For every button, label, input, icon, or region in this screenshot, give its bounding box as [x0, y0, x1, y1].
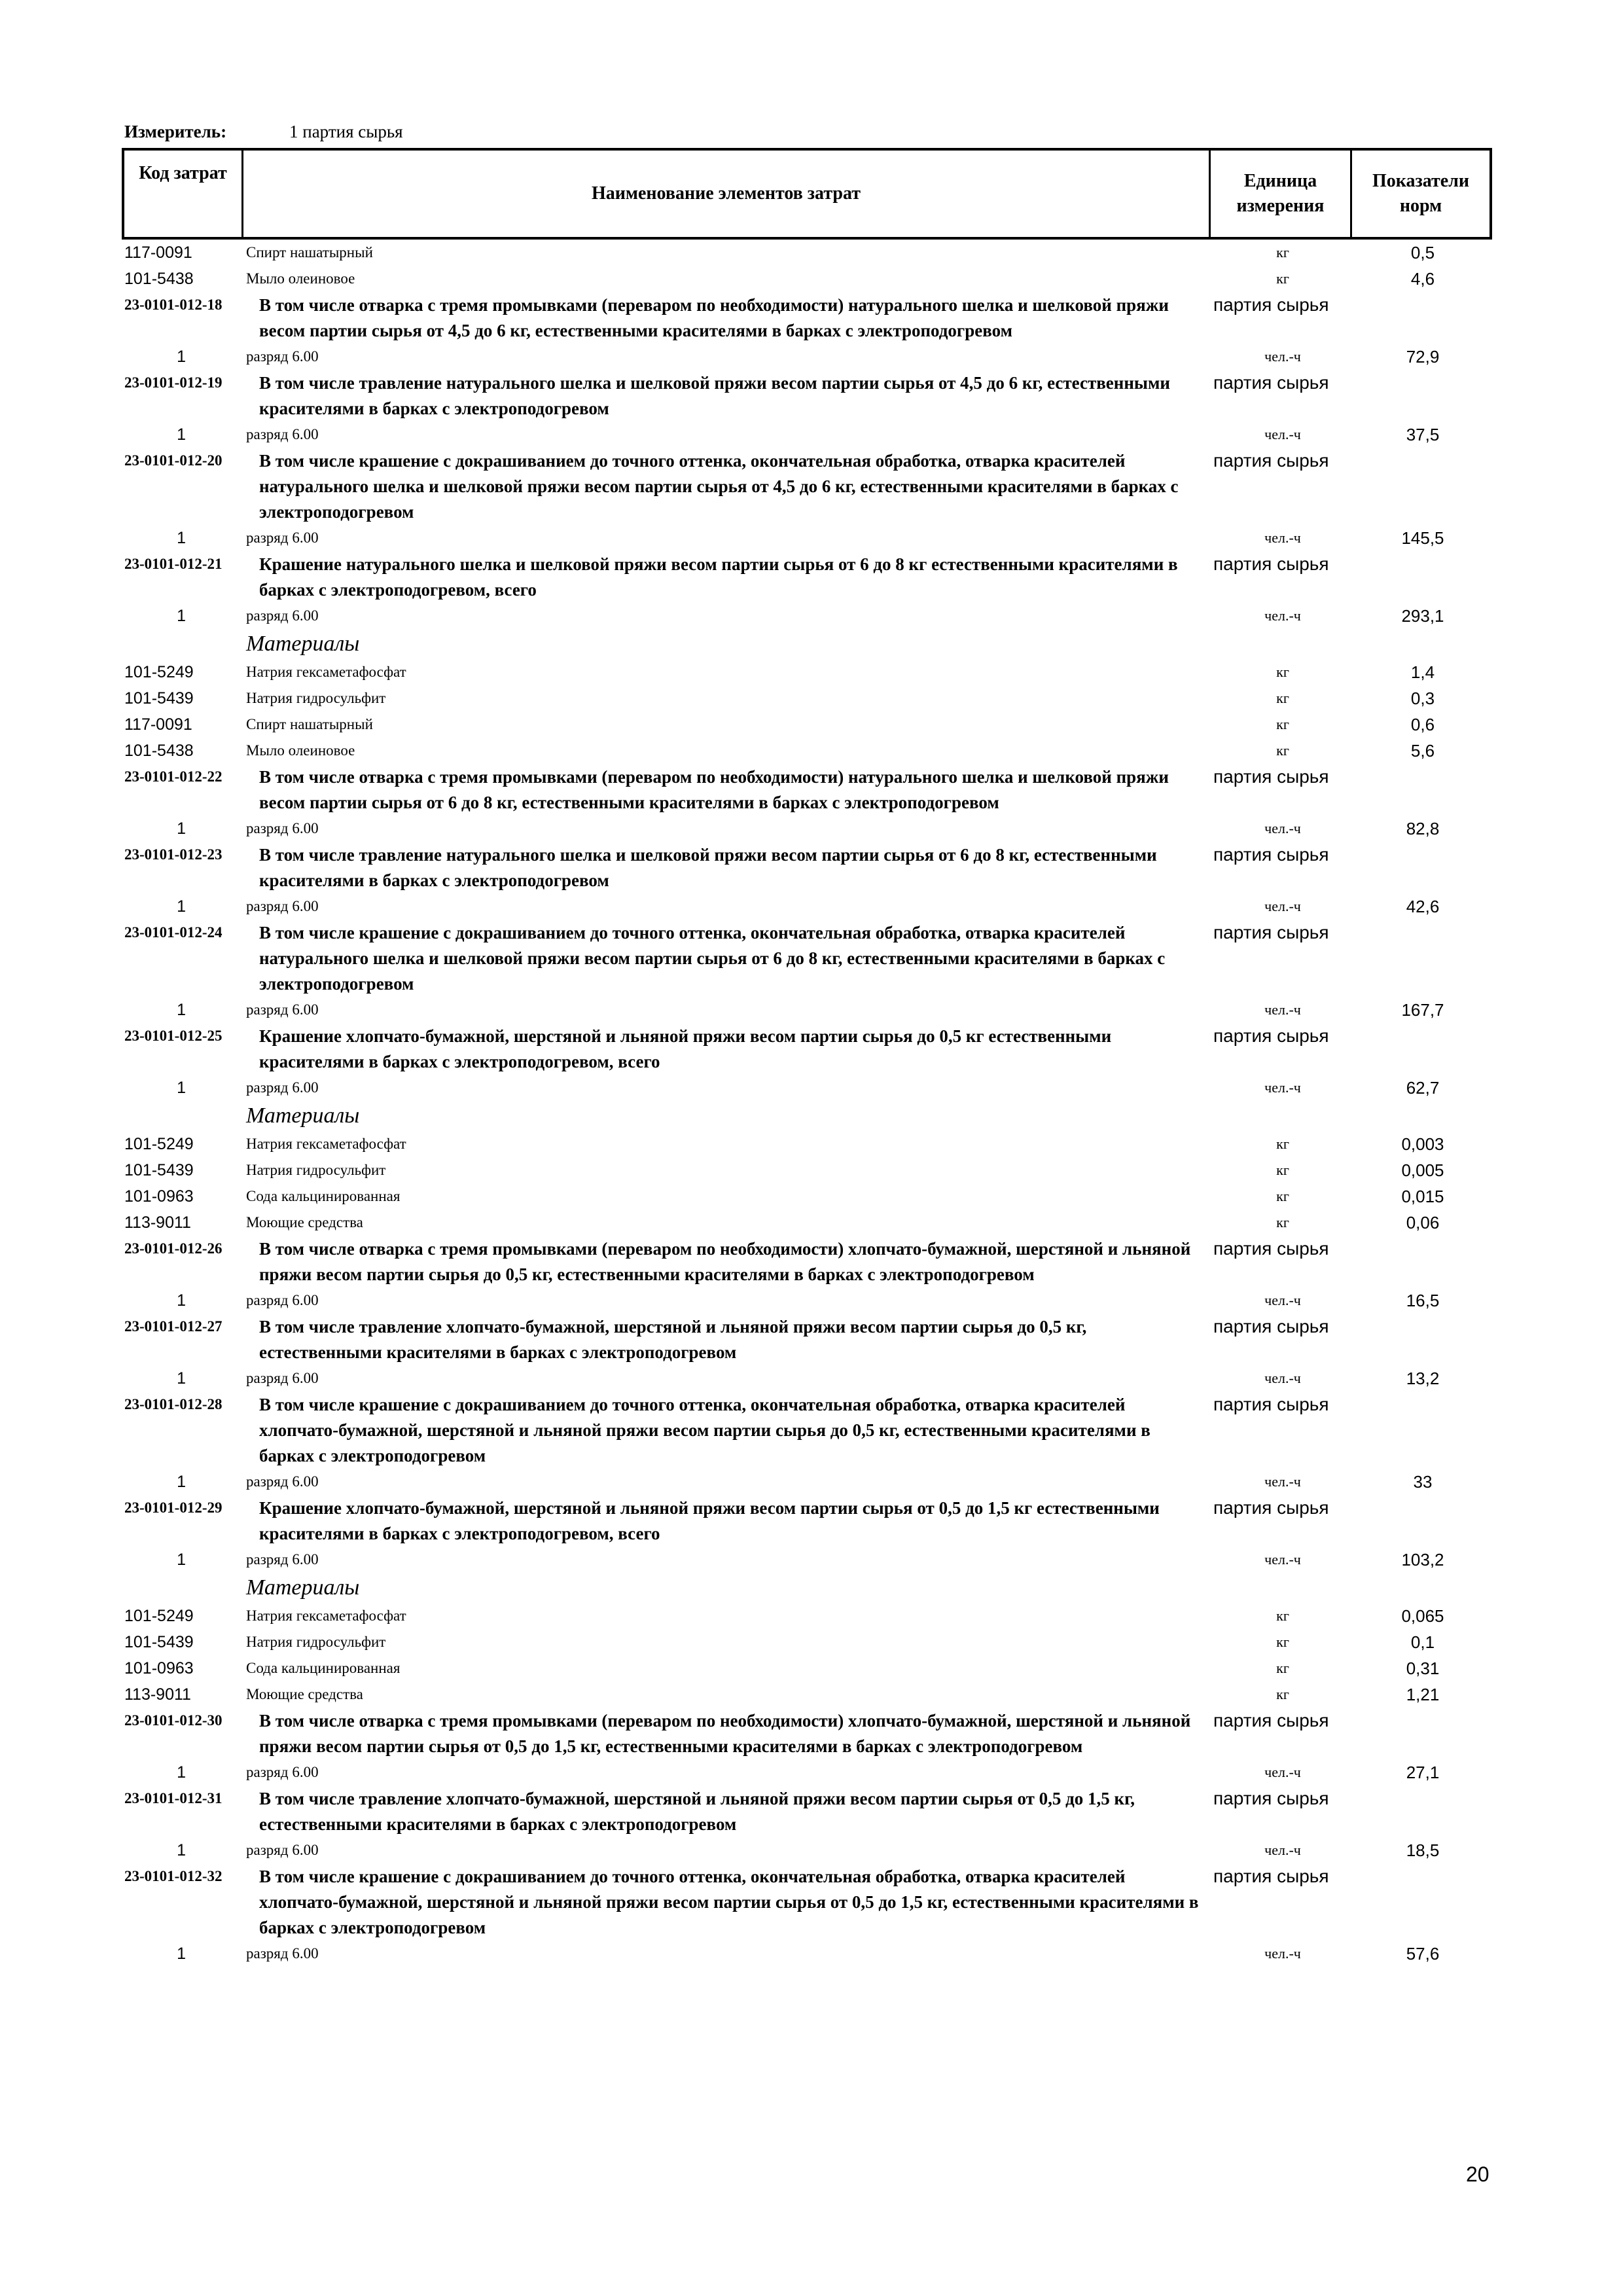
row-name: разряд 6.00	[246, 1945, 319, 1962]
row-name: разряд 6.00	[246, 1842, 319, 1858]
row-name: Спирт нашатырный	[246, 244, 373, 260]
row-code: 23-0101-012-32	[124, 1868, 223, 1884]
table-row	[124, 1131, 1492, 1157]
table-row	[124, 1183, 1492, 1210]
table-row	[124, 551, 1492, 603]
row-name: Натрия гексаметафосфат	[246, 1607, 406, 1624]
row-code: 101-5249	[124, 1607, 194, 1625]
row-code: 23-0101-012-20	[124, 452, 223, 469]
table-row	[124, 1236, 1492, 1287]
row-name: В том числе крашение с докрашиванием до точного оттенка, окончательная обработка, отварка красителей хлопчато-бумажной, шерстяной и льняной пряжи весом партии сырья от 0,5 до 1,5 кг, естественными красителями в барках с электроподогревом	[259, 1867, 1199, 1937]
table-row	[124, 1941, 1492, 1967]
row-unit: чел.-ч	[1264, 820, 1301, 836]
row-name: Сода кальцинированная	[246, 1660, 401, 1676]
row-code: 113-9011	[124, 1213, 191, 1232]
row-name: разряд 6.00	[246, 348, 319, 365]
row-value: 0,06	[1406, 1213, 1440, 1232]
table-row	[124, 1863, 1492, 1941]
row-unit: партия сырья	[1213, 844, 1329, 865]
row-name: разряд 6.00	[246, 426, 319, 442]
row-value: 72,9	[1406, 347, 1440, 367]
row-value: 0,015	[1401, 1187, 1444, 1206]
table-row	[124, 1759, 1492, 1785]
row-value: 33	[1413, 1472, 1433, 1492]
row-code: 101-5438	[124, 270, 194, 288]
row-unit: кг	[1276, 1136, 1289, 1152]
row-value: 0,003	[1401, 1134, 1444, 1154]
row-name: В том числе отварка с тремя промывками (переваром по необходимости) натурального шелка и шелковой пряжи весом партии сырья от 6 до 8 кг, естественными красителями в барках с электроподогревом	[259, 767, 1169, 812]
table-row	[124, 842, 1492, 893]
row-unit: партия сырья	[1213, 295, 1329, 315]
row-name: В том числе отварка с тремя промывками (переваром по необходимости) хлопчато-бумажной, шерстяной и льняной пряжи весом партии сырья от 0,5 до 1,5 кг, естественными красителями в барках с электроподогревом	[259, 1711, 1191, 1756]
table-row	[124, 1573, 1492, 1603]
row-unit: партия сырья	[1213, 1026, 1329, 1046]
table-row	[124, 629, 1492, 659]
table-body	[124, 240, 1492, 1967]
row-name: разряд 6.00	[246, 1370, 319, 1386]
row-code: 23-0101-012-23	[124, 846, 223, 863]
row-name: разряд 6.00	[246, 1292, 319, 1308]
row-code: 1	[177, 1841, 186, 1859]
row-name: разряд 6.00	[246, 1764, 319, 1780]
row-name: В том числе травление хлопчато-бумажной, шерстяной и льняной пряжи весом партии сырья до 0,5 кг, естественными красителями в барках с электроподогревом	[259, 1317, 1087, 1362]
row-code: 101-5438	[124, 742, 194, 760]
table-row	[124, 1391, 1492, 1469]
table-row	[124, 292, 1492, 344]
row-value: 82,8	[1406, 819, 1440, 838]
row-name: В том числе крашение с докрашиванием до точного оттенка, окончательная обработка, отварка красителей натурального шелка и шелковой пряжи весом партии сырья от 6 до 8 кг, естественными красителями в барках с электроподогревом	[259, 923, 1166, 994]
table-row	[124, 1681, 1492, 1708]
row-name: разряд 6.00	[246, 1079, 319, 1096]
section-heading: Материалы	[246, 1575, 360, 1600]
row-unit: партия сырья	[1213, 1498, 1329, 1518]
measure-value: 1 партия сырья	[289, 122, 403, 141]
row-value: 103,2	[1401, 1550, 1444, 1570]
row-name: разряд 6.00	[246, 1473, 319, 1490]
row-unit: кг	[1276, 690, 1289, 706]
table-row	[124, 1629, 1492, 1655]
table-row	[124, 603, 1492, 629]
table-row	[124, 1837, 1492, 1863]
row-code: 1	[177, 819, 186, 838]
row-value: 0,31	[1406, 1659, 1440, 1678]
row-value: 27,1	[1406, 1763, 1440, 1782]
row-value: 5,6	[1410, 741, 1435, 761]
row-value: 0,3	[1410, 689, 1435, 708]
row-code: 23-0101-012-26	[124, 1240, 223, 1257]
row-name: разряд 6.00	[246, 1001, 319, 1018]
table-row	[124, 370, 1492, 422]
row-value: 18,5	[1406, 1840, 1440, 1860]
row-value: 13,2	[1406, 1369, 1440, 1388]
row-code: 1	[177, 425, 186, 444]
row-code: 101-0963	[124, 1187, 194, 1206]
row-value: 0,005	[1401, 1160, 1444, 1180]
row-name: Крашение хлопчато-бумажной, шерстяной и льняной пряжи весом партии сырья от 0,5 до 1,5 кг естественными красителями в барках с электроподогревом, всего	[259, 1498, 1160, 1543]
row-name: Натрия гидросульфит	[246, 690, 386, 706]
row-code: 101-5439	[124, 689, 194, 708]
row-value: 1,4	[1410, 662, 1435, 682]
row-name: разряд 6.00	[246, 820, 319, 836]
table-row	[124, 240, 1492, 266]
table-row	[124, 738, 1492, 764]
row-value: 37,5	[1406, 425, 1440, 444]
row-code: 101-5249	[124, 663, 194, 681]
row-value: 16,5	[1406, 1291, 1440, 1310]
row-name: Натрия гексаметафосфат	[246, 1136, 406, 1152]
row-code: 101-5249	[124, 1135, 194, 1153]
row-code: 23-0101-012-19	[124, 374, 223, 391]
row-unit: кг	[1276, 1214, 1289, 1230]
row-unit: чел.-ч	[1264, 607, 1301, 624]
row-unit: кг	[1276, 1660, 1289, 1676]
row-code: 1	[177, 529, 186, 547]
table-row	[124, 1708, 1492, 1759]
row-name: В том числе травление натурального шелка и шелковой пряжи весом партии сырья от 4,5 до 6 кг, естественными красителями в барках с электроподогревом	[259, 373, 1170, 418]
row-value: 0,065	[1401, 1606, 1444, 1626]
row-name: Натрия гексаметафосфат	[246, 664, 406, 680]
table-row	[124, 1075, 1492, 1101]
row-unit: чел.-ч	[1264, 1079, 1301, 1096]
row-unit: партия сырья	[1213, 1788, 1329, 1808]
table-row	[124, 764, 1492, 816]
row-unit: чел.-ч	[1264, 1001, 1301, 1018]
row-name: Моющие средства	[246, 1686, 363, 1702]
table-row	[124, 1495, 1492, 1547]
row-code: 117-0091	[124, 243, 192, 262]
row-value: 293,1	[1401, 606, 1444, 626]
header-norm-line2: норм	[1399, 196, 1442, 216]
row-unit: кг	[1276, 742, 1289, 759]
row-unit: чел.-ч	[1264, 898, 1301, 914]
row-code: 1	[177, 1001, 186, 1019]
table-row	[124, 1547, 1492, 1573]
row-code: 1	[177, 1551, 186, 1569]
row-unit: кг	[1276, 1607, 1289, 1624]
row-code: 1	[177, 1945, 186, 1963]
row-code: 23-0101-012-25	[124, 1028, 223, 1044]
row-code: 1	[177, 897, 186, 916]
header-unit-line1: Единица	[1243, 171, 1317, 191]
table-row	[124, 1603, 1492, 1629]
table-row	[124, 1023, 1492, 1075]
row-unit: партия сырья	[1213, 1238, 1329, 1259]
section-heading: Материалы	[246, 632, 360, 656]
table-row	[124, 685, 1492, 711]
table-row	[124, 1469, 1492, 1495]
row-value: 145,5	[1401, 528, 1444, 548]
row-unit: чел.-ч	[1264, 426, 1301, 442]
row-value: 1,21	[1406, 1685, 1440, 1704]
row-name: В том числе травление хлопчато-бумажной, шерстяной и льняной пряжи весом партии сырья от 0,5 до 1,5 кг, естественными красителями в барках с электроподогревом	[259, 1789, 1135, 1834]
row-name: разряд 6.00	[246, 1551, 319, 1568]
row-code: 1	[177, 1291, 186, 1310]
row-code: 1	[177, 1473, 186, 1491]
table-row	[124, 1101, 1492, 1131]
row-value: 4,6	[1410, 269, 1435, 289]
row-code: 101-0963	[124, 1659, 194, 1677]
table-row	[124, 1785, 1492, 1837]
row-unit: чел.-ч	[1264, 1945, 1301, 1962]
row-unit: кг	[1276, 664, 1289, 680]
row-code: 117-0091	[124, 715, 192, 734]
row-code: 1	[177, 1763, 186, 1782]
row-unit: партия сырья	[1213, 766, 1329, 787]
header-norm	[1352, 151, 1489, 237]
row-code: 23-0101-012-29	[124, 1499, 223, 1516]
row-code: 23-0101-012-18	[124, 296, 223, 313]
measure-line	[124, 122, 403, 142]
measure-label: Измеритель:	[124, 122, 227, 141]
row-unit: кг	[1276, 1634, 1289, 1650]
table-row	[124, 1314, 1492, 1365]
row-unit: кг	[1276, 244, 1289, 260]
row-code: 1	[177, 607, 186, 625]
table-header	[122, 148, 1492, 240]
row-name: В том числе крашение с докрашиванием до точного оттенка, окончательная обработка, отварка красителей натурального шелка и шелковой пряжи весом партии сырья от 4,5 до 6 кг, естественными красителями в барках с электроподогревом	[259, 451, 1179, 522]
table-row	[124, 893, 1492, 920]
row-name: Мыло олеиновое	[246, 742, 355, 759]
header-code: Код затрат	[124, 151, 243, 237]
row-code: 23-0101-012-28	[124, 1396, 223, 1412]
row-code: 23-0101-012-27	[124, 1318, 223, 1335]
table-row	[124, 816, 1492, 842]
row-code: 113-9011	[124, 1685, 191, 1704]
row-name: Крашение натурального шелка и шелковой пряжи весом партии сырья от 6 до 8 кг естественными красителями в барках с электроподогревом, всего	[259, 554, 1178, 600]
row-value: 0,5	[1410, 243, 1435, 262]
row-unit: партия сырья	[1213, 554, 1329, 574]
row-code: 101-5439	[124, 1161, 194, 1179]
table-row	[124, 344, 1492, 370]
row-unit: кг	[1276, 270, 1289, 287]
header-norm-line1: Показатели	[1372, 171, 1470, 191]
row-unit: партия сырья	[1213, 1394, 1329, 1414]
row-code: 1	[177, 1369, 186, 1388]
row-name: Мыло олеиновое	[246, 270, 355, 287]
row-unit: чел.-ч	[1264, 1764, 1301, 1780]
row-code: 23-0101-012-22	[124, 768, 223, 785]
row-code: 23-0101-012-31	[124, 1790, 223, 1806]
row-unit: чел.-ч	[1264, 1842, 1301, 1858]
row-value: 0,6	[1410, 715, 1435, 734]
table-row	[124, 422, 1492, 448]
row-value: 62,7	[1406, 1078, 1440, 1098]
row-unit: чел.-ч	[1264, 1370, 1301, 1386]
row-unit: кг	[1276, 1686, 1289, 1702]
row-unit: чел.-ч	[1264, 529, 1301, 546]
table-row	[124, 1210, 1492, 1236]
table-row	[124, 711, 1492, 738]
row-code: 23-0101-012-30	[124, 1712, 223, 1729]
row-unit: кг	[1276, 1188, 1289, 1204]
row-unit: чел.-ч	[1264, 1473, 1301, 1490]
row-value: 167,7	[1401, 1000, 1444, 1020]
row-unit: партия сырья	[1213, 372, 1329, 393]
row-unit: чел.-ч	[1264, 1551, 1301, 1568]
row-value: 42,6	[1406, 897, 1440, 916]
row-name: Крашение хлопчато-бумажной, шерстяной и льняной пряжи весом партии сырья до 0,5 кг естественными красителями в барках с электроподогревом, всего	[259, 1026, 1112, 1071]
table-row	[124, 997, 1492, 1023]
row-unit: партия сырья	[1213, 1866, 1329, 1886]
page-number: 20	[1466, 2162, 1489, 2186]
row-code: 23-0101-012-24	[124, 924, 223, 941]
section-heading: Материалы	[246, 1103, 360, 1128]
row-name: В том числе отварка с тремя промывками (переваром по необходимости) хлопчато-бумажной, шерстяной и льняной пряжи весом партии сырья до 0,5 кг, естественными красителями в барках с электроподогревом	[259, 1239, 1191, 1284]
row-unit: партия сырья	[1213, 450, 1329, 471]
row-unit: кг	[1276, 1162, 1289, 1178]
table-row	[124, 1157, 1492, 1183]
table-row	[124, 1655, 1492, 1681]
table-row	[124, 920, 1492, 997]
row-name: Сода кальцинированная	[246, 1188, 401, 1204]
table-row	[124, 659, 1492, 685]
row-code: 23-0101-012-21	[124, 556, 223, 572]
table-row	[124, 266, 1492, 292]
header-unit-line2: измерения	[1236, 196, 1325, 216]
row-name: Спирт нашатырный	[246, 716, 373, 732]
table-row	[124, 525, 1492, 551]
row-unit: партия сырья	[1213, 922, 1329, 942]
row-value: 57,6	[1406, 1944, 1440, 1964]
row-name: В том числе отварка с тремя промывками (переваром по необходимости) натурального шелка и шелковой пряжи весом партии сырья от 4,5 до 6 кг, естественными красителями в барках с электроподогревом	[259, 295, 1169, 340]
header-unit	[1211, 151, 1352, 237]
row-code: 1	[177, 348, 186, 366]
row-unit: партия сырья	[1213, 1710, 1329, 1731]
row-name: разряд 6.00	[246, 529, 319, 546]
row-code: 101-5439	[124, 1633, 194, 1651]
row-unit: чел.-ч	[1264, 1292, 1301, 1308]
row-unit: кг	[1276, 716, 1289, 732]
table-row	[124, 1287, 1492, 1314]
row-name: Моющие средства	[246, 1214, 363, 1230]
header-name: Наименование элементов затрат	[243, 151, 1211, 237]
table-row	[124, 448, 1492, 525]
row-unit: чел.-ч	[1264, 348, 1301, 365]
row-name: разряд 6.00	[246, 607, 319, 624]
row-name: Натрия гидросульфит	[246, 1162, 386, 1178]
row-name: В том числе травление натурального шелка и шелковой пряжи весом партии сырья от 6 до 8 кг, естественными красителями в барках с электроподогревом	[259, 845, 1157, 890]
row-name: разряд 6.00	[246, 898, 319, 914]
row-value: 0,1	[1410, 1632, 1435, 1652]
row-code: 1	[177, 1079, 186, 1097]
row-name: Натрия гидросульфит	[246, 1634, 386, 1650]
row-unit: партия сырья	[1213, 1316, 1329, 1336]
table-row	[124, 1365, 1492, 1391]
row-name: В том числе крашение с докрашиванием до точного оттенка, окончательная обработка, отварка красителей хлопчато-бумажной, шерстяной и льняной пряжи весом партии сырья до 0,5 кг, естественными красителями в барках с электроподогревом	[259, 1395, 1150, 1465]
